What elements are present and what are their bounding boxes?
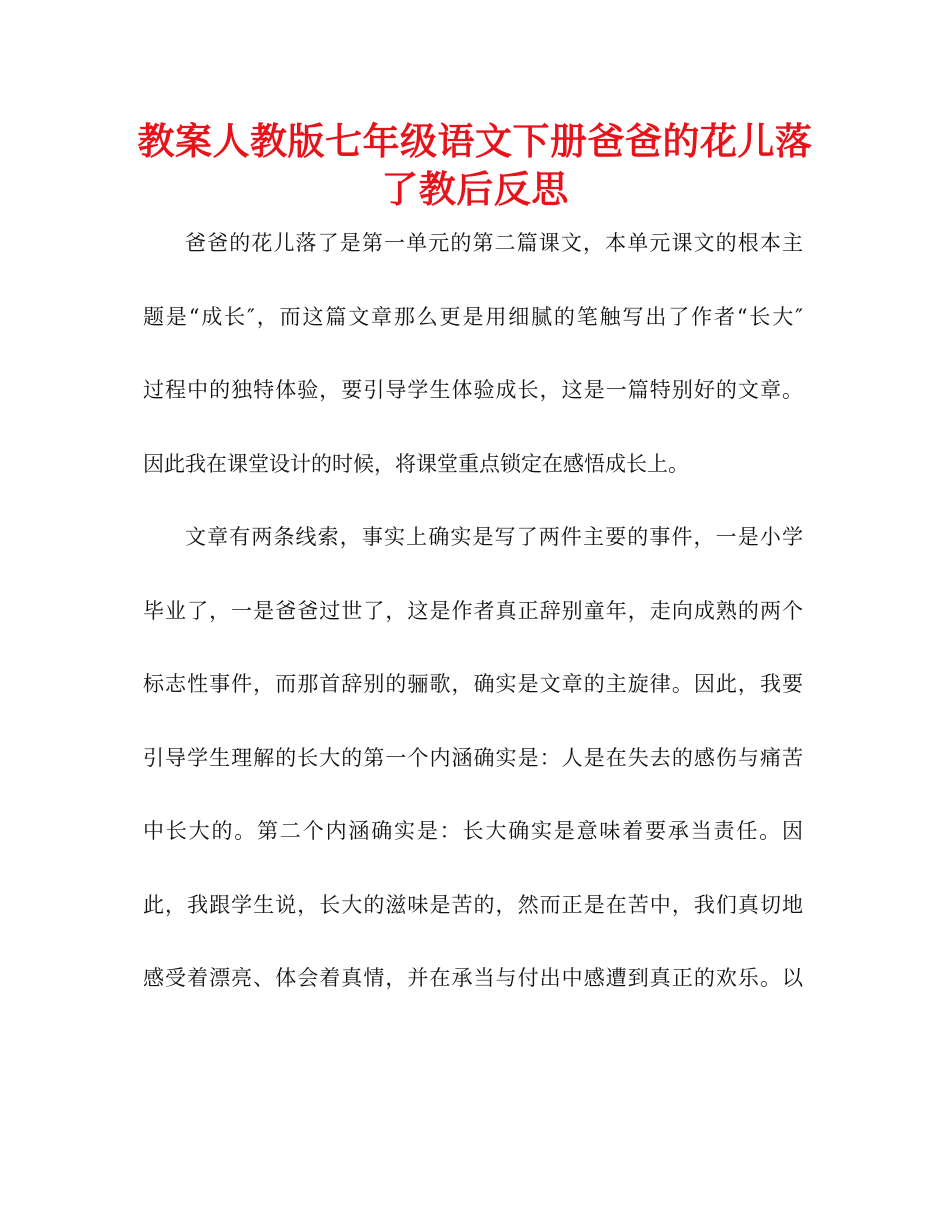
text-line: 题是“成长″，而这篇文章那么更是用细腻的笔触写出了作者“长大″: [143, 304, 803, 329]
text-line: 标志性事件，而那首辞别的骊歌，确实是文章的主旋律。因此，我要: [143, 672, 803, 696]
text-line: 爸爸的花儿落了是第一单元的第二篇课文，本单元课文的根本主: [185, 231, 803, 255]
document-title: [120, 118, 830, 214]
text-line: 感受着漂亮、体会着真情，并在承当与付出中感遭到真正的欢乐。以: [143, 966, 803, 990]
text-line: 因此我在课堂设计的时候，将课堂重点锁定在感悟成长上。: [143, 451, 689, 476]
text-line: 引导学生理解的长大的第一个内涵确实是：人是在失去的感伤与痛苦: [143, 745, 803, 770]
text-line: 毕业了，一是爸爸过世了，这是作者真正辞别童年，走向成熟的两个: [143, 598, 803, 623]
document-body: [143, 218, 803, 1027]
paragraph-2: [143, 512, 803, 1027]
paragraph-1: [143, 218, 803, 512]
title-line-2: 了教后反思: [381, 168, 569, 211]
text-line: 文章有两条线索，事实上确实是写了两件主要的事件，一是小学: [185, 525, 803, 549]
text-line: 中长大的。第二个内涵确实是：长大确实是意味着要承当责任。因: [143, 819, 803, 843]
text-line: 此，我跟学生说，长大的滋味是苦的，然而正是在苦中，我们真切地: [143, 892, 803, 917]
text-line: 过程中的独特体验，要引导学生体验成长，这是一篇特别好的文章。: [143, 378, 803, 402]
title-line-1: 教案人教版七年级语文下册爸爸的花儿落: [137, 120, 813, 163]
